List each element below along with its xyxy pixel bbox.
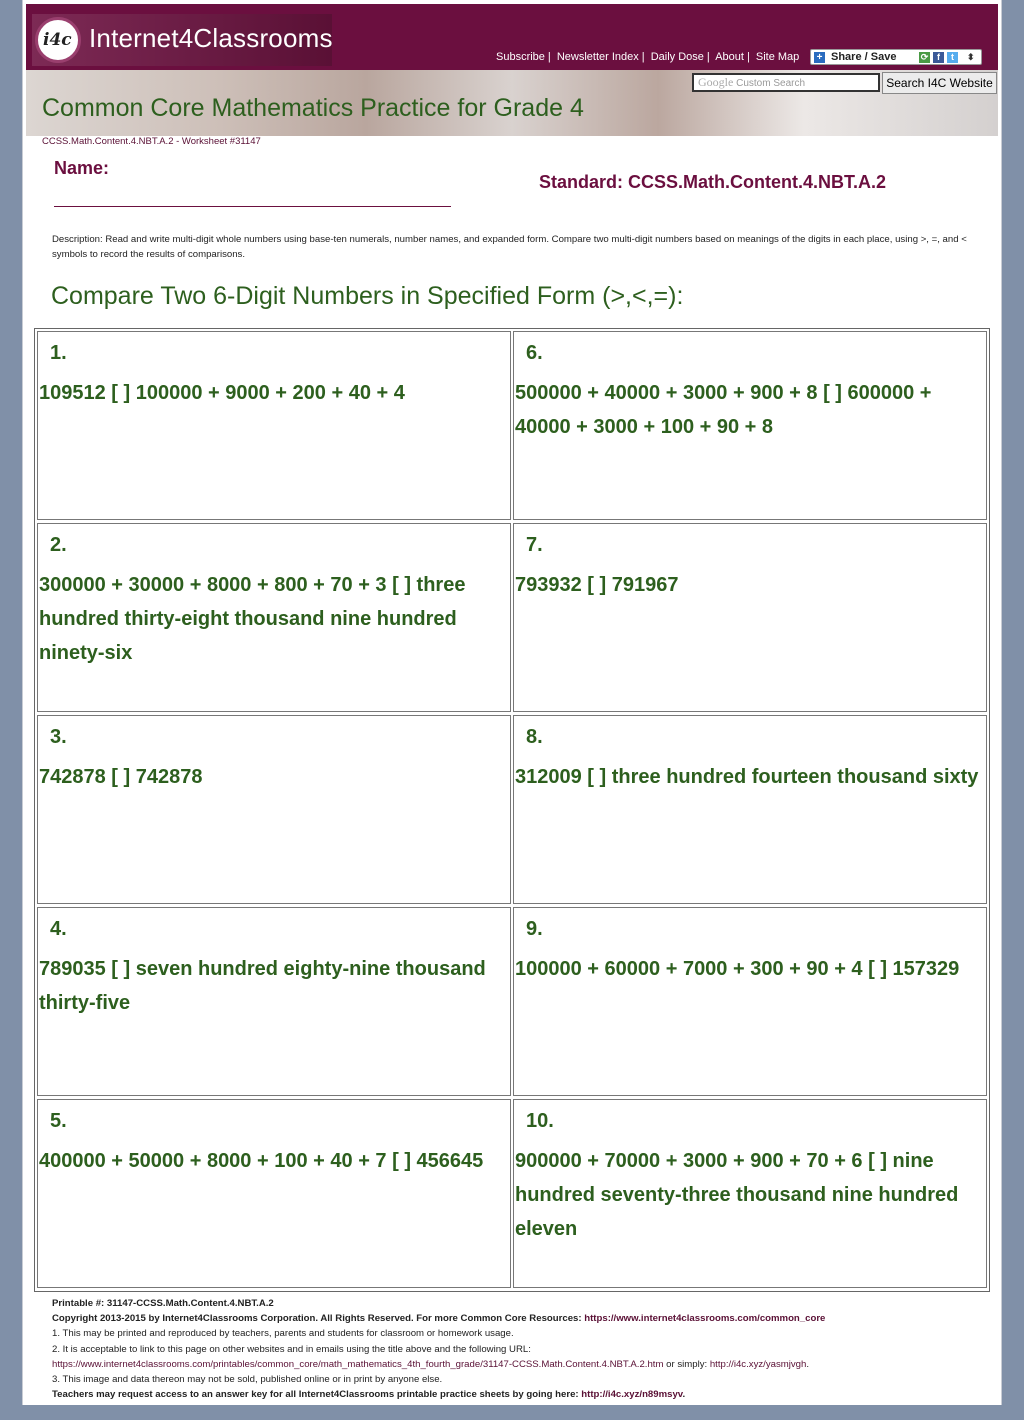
answer-key-line: Teachers may request access to an answer key for all Internet4Classrooms printable practice sheets by going here: http://i4c.xyz/n89msyv. — [52, 1389, 686, 1401]
plus-icon: + — [814, 52, 825, 63]
share-label: Share / Save — [831, 51, 897, 63]
search-input[interactable] — [692, 73, 880, 92]
question-cell — [513, 331, 987, 520]
answer-key-link[interactable]: http://i4c.xyz/n89msyv — [581, 1389, 683, 1401]
question-number: 8. — [526, 726, 543, 748]
question-cell — [37, 523, 511, 712]
page-title: Common Core Mathematics Practice for Grade 4 — [42, 94, 584, 122]
section-title: Compare Two 6-Digit Numbers in Specified Form (>,<,=): — [51, 282, 684, 310]
nav-subscribe[interactable]: Subscribe — [496, 51, 545, 63]
question-number: 10. — [526, 1110, 554, 1132]
page — [22, 0, 1002, 1405]
footer — [52, 1296, 1002, 1402]
question-text: 312009 [ ] three hundred fourteen thousand sixty — [515, 766, 979, 788]
facebook-icon[interactable]: f — [933, 52, 944, 63]
question-number: 9. — [526, 918, 543, 940]
question-text: 793932 [ ] 791967 — [515, 574, 679, 596]
question-cell — [513, 715, 987, 904]
copyright-line — [52, 1311, 1002, 1326]
share-save-button[interactable] — [810, 49, 982, 65]
description: Description: Read and write multi-digit whole numbers using base-ten numerals, number names, and expanded form. Compare two multi-digit numbers based on meanings of the digits in each place, using >, =, and < symbols to record the results of comparisons. — [52, 234, 967, 260]
question-cell — [513, 523, 987, 712]
question-number: 1. — [50, 342, 67, 364]
usage-line-1: 1. This may be printed and reproduced by teachers, parents and students for classroom or homework usage. — [52, 1328, 514, 1340]
nav-site-map[interactable]: Site Map — [755, 51, 800, 63]
common-core-link[interactable]: https://www.internet4classrooms.com/common_core — [584, 1313, 826, 1325]
question-text: 500000 + 40000 + 3000 + 900 + 8 [ ] 600000 + 40000 + 3000 + 100 + 90 + 8 — [515, 382, 932, 438]
answer-key-text: Teachers may request access to an answer key for all Internet4Classrooms printable practice sheets by going here: — [52, 1389, 579, 1401]
i4c-logo-icon: i4c — [35, 17, 81, 63]
printable-number: Printable #: 31147-CCSS.Math.Content.4.NBT.A.2 — [52, 1298, 274, 1309]
worksheet-id: CCSS.Math.Content.4.NBT.A.2 - Worksheet #31147 — [42, 136, 261, 147]
question-cell — [37, 1099, 511, 1288]
standard-label: Standard: CCSS.Math.Content.4.NBT.A.2 — [539, 172, 887, 192]
usage-line-2: 2. It is acceptable to link to this page on other websites and in emails using the title above and the following URL: — [52, 1343, 531, 1355]
logo-text: Internet4Classrooms — [89, 23, 333, 53]
site-logo[interactable] — [32, 14, 332, 66]
top-nav: Subscribe | Newsletter Index | Daily Dose | About | Site Map — [496, 51, 800, 63]
nav-about[interactable]: About — [715, 51, 744, 63]
site-header — [26, 4, 998, 70]
question-text: 742878 [ ] 742878 — [39, 766, 203, 788]
name-label: Name: — [54, 158, 110, 178]
question-text: 900000 + 70000 + 3000 + 900 + 70 + 6 [ ] nine hundred seventy-three thousand nine hundred eleven — [515, 1150, 959, 1240]
copyright-text: Copyright 2013-2015 by Internet4Classrooms Corporation. All Rights Reserved. For more Common Core Resources: — [52, 1313, 582, 1325]
question-number: 3. — [50, 726, 67, 748]
question-number: 5. — [50, 1110, 67, 1132]
usage-line-2-urls: https://www.internet4classrooms.com/printables/common_core/math_mathematics_4th_fourth_grade/31147-CCSS.Math.Content.4.NBT.A.2.htm or simply: http://i4c.xyz/yasmjvgh. — [52, 1358, 810, 1370]
name-line — [54, 206, 451, 207]
question-text: 109512 [ ] 100000 + 9000 + 200 + 40 + 4 — [39, 382, 405, 404]
chevron-updown-icon: ⬍ — [967, 52, 975, 62]
question-cell — [37, 907, 511, 1096]
question-cell — [37, 331, 511, 520]
question-text: 100000 + 60000 + 7000 + 300 + 90 + 4 [ ] 157329 — [515, 958, 960, 980]
search-placeholder: Custom Search — [736, 78, 806, 89]
twitter-icon[interactable]: t — [947, 52, 958, 63]
question-number: 4. — [50, 918, 67, 940]
question-text: 400000 + 50000 + 8000 + 100 + 40 + 7 [ ] 456645 — [39, 1150, 484, 1172]
or-simply-text: or simply: — [666, 1358, 708, 1370]
question-number: 6. — [526, 342, 543, 364]
search-button[interactable]: Search I4C Website — [882, 72, 997, 94]
nav-newsletter-index[interactable]: Newsletter Index — [556, 51, 639, 63]
share-icon[interactable]: ⟳ — [920, 52, 929, 62]
question-cell — [513, 1099, 987, 1288]
questions-table — [34, 328, 990, 1292]
google-logo: Google — [698, 75, 734, 89]
nav-daily-dose[interactable]: Daily Dose — [650, 51, 704, 63]
question-number: 7. — [526, 534, 543, 556]
worksheet-url-link[interactable]: https://www.internet4classrooms.com/printables/common_core/math_mathematics_4th_fourth_grade/31147-CCSS.Math.Content.4.NBT.A.2.htm — [52, 1358, 664, 1370]
usage-line-3: 3. This image and data thereon may not be sold, published online or in print by anyone else. — [52, 1374, 443, 1386]
short-url-link[interactable]: http://i4c.xyz/yasmjvgh — [709, 1358, 807, 1370]
question-number: 2. — [50, 534, 67, 556]
question-cell — [37, 715, 511, 904]
question-cell — [513, 907, 987, 1096]
question-text: 300000 + 30000 + 8000 + 800 + 70 + 3 [ ] three hundred thirty-eight thousand nine hundred ninety-six — [39, 574, 466, 664]
banner — [26, 70, 998, 136]
question-text: 789035 [ ] seven hundred eighty-nine thousand thirty-five — [39, 958, 486, 1014]
